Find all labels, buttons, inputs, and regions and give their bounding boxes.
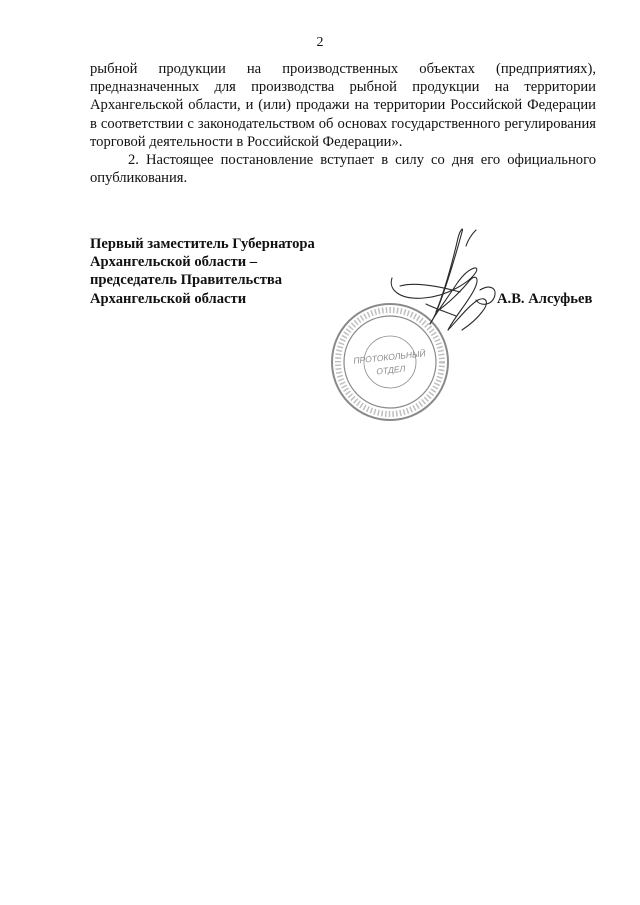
signer-position-line: Архангельской области xyxy=(90,290,247,307)
official-seal xyxy=(332,304,448,420)
signer-name: А.В. Алсуфьев xyxy=(497,291,593,307)
handwritten-signature xyxy=(391,229,495,330)
signer-position-line: Архангельской области – xyxy=(90,254,258,271)
body-paragraph-continuation: рыбной продукции на производственных объектах (предприятиях), предназначенных для производства рыбной продукции на территории Архангельской области, и (или) продажи на территории Российской Федерации в соответствии с законодательством об основах государственного регулирования торговой деятельности в Российской Федерации». xyxy=(90,61,596,150)
seal-text-line-2: ОТДЕЛ xyxy=(375,363,406,377)
document-body xyxy=(90,60,596,187)
body-paragraph-effective-date: 2. Настоящее постановление вступает в силу со дня его официального опубликования. xyxy=(90,152,596,187)
signer-position-line: Первый заместитель Губернатора xyxy=(90,236,315,252)
signer-position xyxy=(90,235,370,308)
page-number: 2 xyxy=(316,35,324,50)
signer-position-line: председатель Правительства xyxy=(90,272,283,289)
seal-text-line-1: ПРОТОКОЛЬНЫЙ xyxy=(352,348,427,366)
seal-and-signature xyxy=(330,220,510,420)
